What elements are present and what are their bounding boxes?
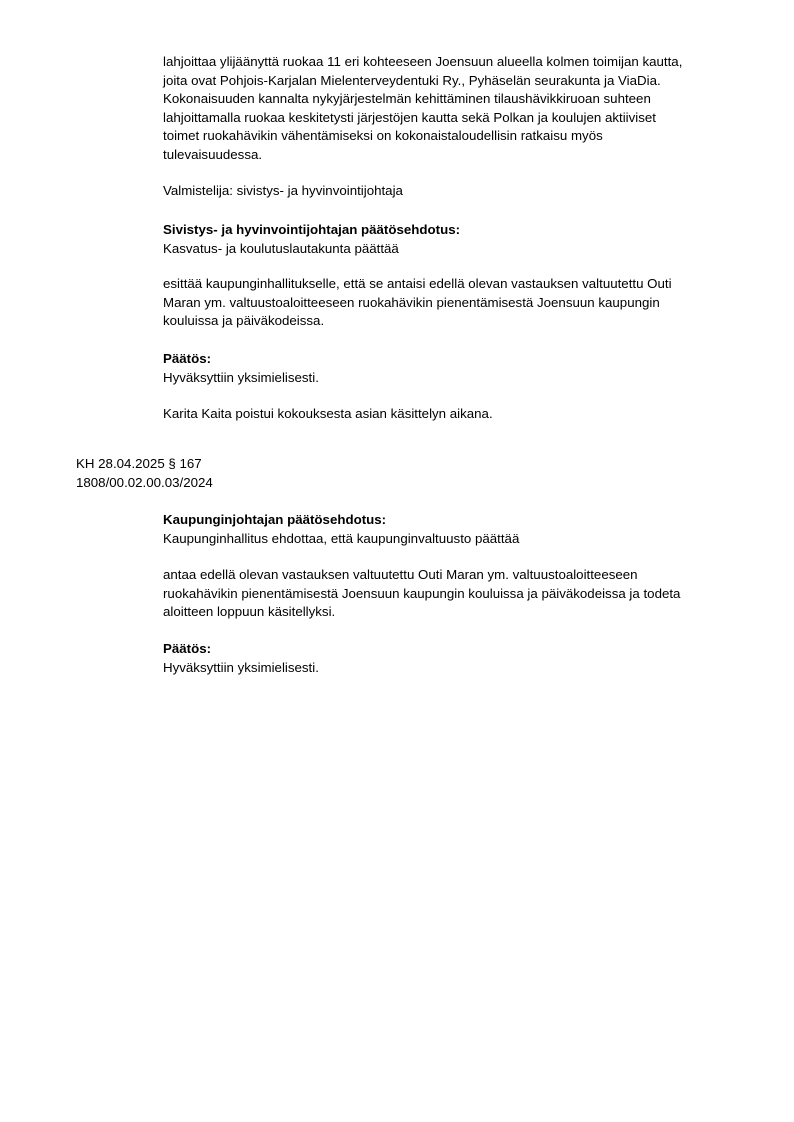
intro-paragraph (163, 53, 743, 165)
proposal-body-1 (163, 275, 743, 331)
decision-heading: Päätös: (163, 641, 212, 656)
paragraph-line: lahjoittaa ylijäänyttä ruokaa 11 eri kohteeseen Joensuun alueella kolmen toimijan kautta, (163, 54, 683, 69)
decision-text: Hyväksyttiin yksimielisesti. (163, 659, 319, 675)
meeting-ref-text: KH 28.04.2025 § 167 (76, 456, 202, 471)
paragraph-line: ruokahävikin pienentämisestä Joensuun kaupungin kouluissa ja päiväkodeissa ja todeta (163, 585, 681, 601)
proposal-body-2 (163, 566, 743, 622)
decision-block-1 (163, 350, 743, 387)
proposal-intro: Kaupunginhallitus ehdottaa, että kaupunginvaltuusto päättää (163, 530, 520, 546)
paragraph-line: Kokonaisuuden kannalta nykyjärjestelmän kehittäminen tilaushävikkiruoan suhteen (163, 91, 651, 107)
paragraph-line: aloitteen loppuun käsitellyksi. (163, 604, 336, 620)
proposal-block-2 (163, 511, 743, 548)
note-line (163, 405, 743, 424)
paragraph-line: kouluissa ja päiväkodeissa. (163, 313, 325, 329)
preparer-text: Valmistelija: sivistys- ja hyvinvointijohtaja (163, 183, 403, 198)
proposal-intro: Kasvatus- ja koulutuslautakunta päättää (163, 240, 399, 256)
paragraph-line: toimet ruokahävikin vähentämiseksi on kokonaistaloudellisin ratkaisu myös (163, 128, 603, 144)
paragraph-line: joita ovat Pohjois-Karjalan Mielenterveydentuki Ry., Pyhäselän seurakunta ja ViaDia. (163, 72, 661, 88)
paragraph-line: tulevaisuudessa. (163, 146, 263, 162)
preparer-line (163, 182, 743, 201)
paragraph-line: esittää kaupunginhallitukselle, että se antaisi edellä olevan vastauksen valtuutettu Outi (163, 276, 672, 291)
meeting-reference (76, 455, 213, 492)
paragraph-line: lahjoittamalla ruokaa keskitetysti järjestöjen kautta sekä Polkan ja koulujen aktiiviset (163, 109, 656, 125)
paragraph-line: antaa edellä olevan vastauksen valtuutettu Outi Maran ym. valtuustoaloitteeseen (163, 567, 638, 582)
proposal-heading: Sivistys- ja hyvinvointijohtajan päätösehdotus: (163, 222, 461, 237)
decision-text: Hyväksyttiin yksimielisesti. (163, 369, 319, 385)
proposal-heading: Kaupunginjohtajan päätösehdotus: (163, 512, 387, 527)
note-text: Karita Kaita poistui kokouksesta asian käsittelyn aikana. (163, 406, 493, 421)
proposal-block-1 (163, 221, 743, 258)
decision-block-2 (163, 640, 743, 677)
paragraph-line: Maran ym. valtuustoaloitteeseen ruokahävikin pienentämisestä Joensuun kaupungin (163, 294, 660, 310)
decision-heading: Päätös: (163, 351, 212, 366)
record-number: 1808/00.02.00.03/2024 (76, 474, 213, 490)
